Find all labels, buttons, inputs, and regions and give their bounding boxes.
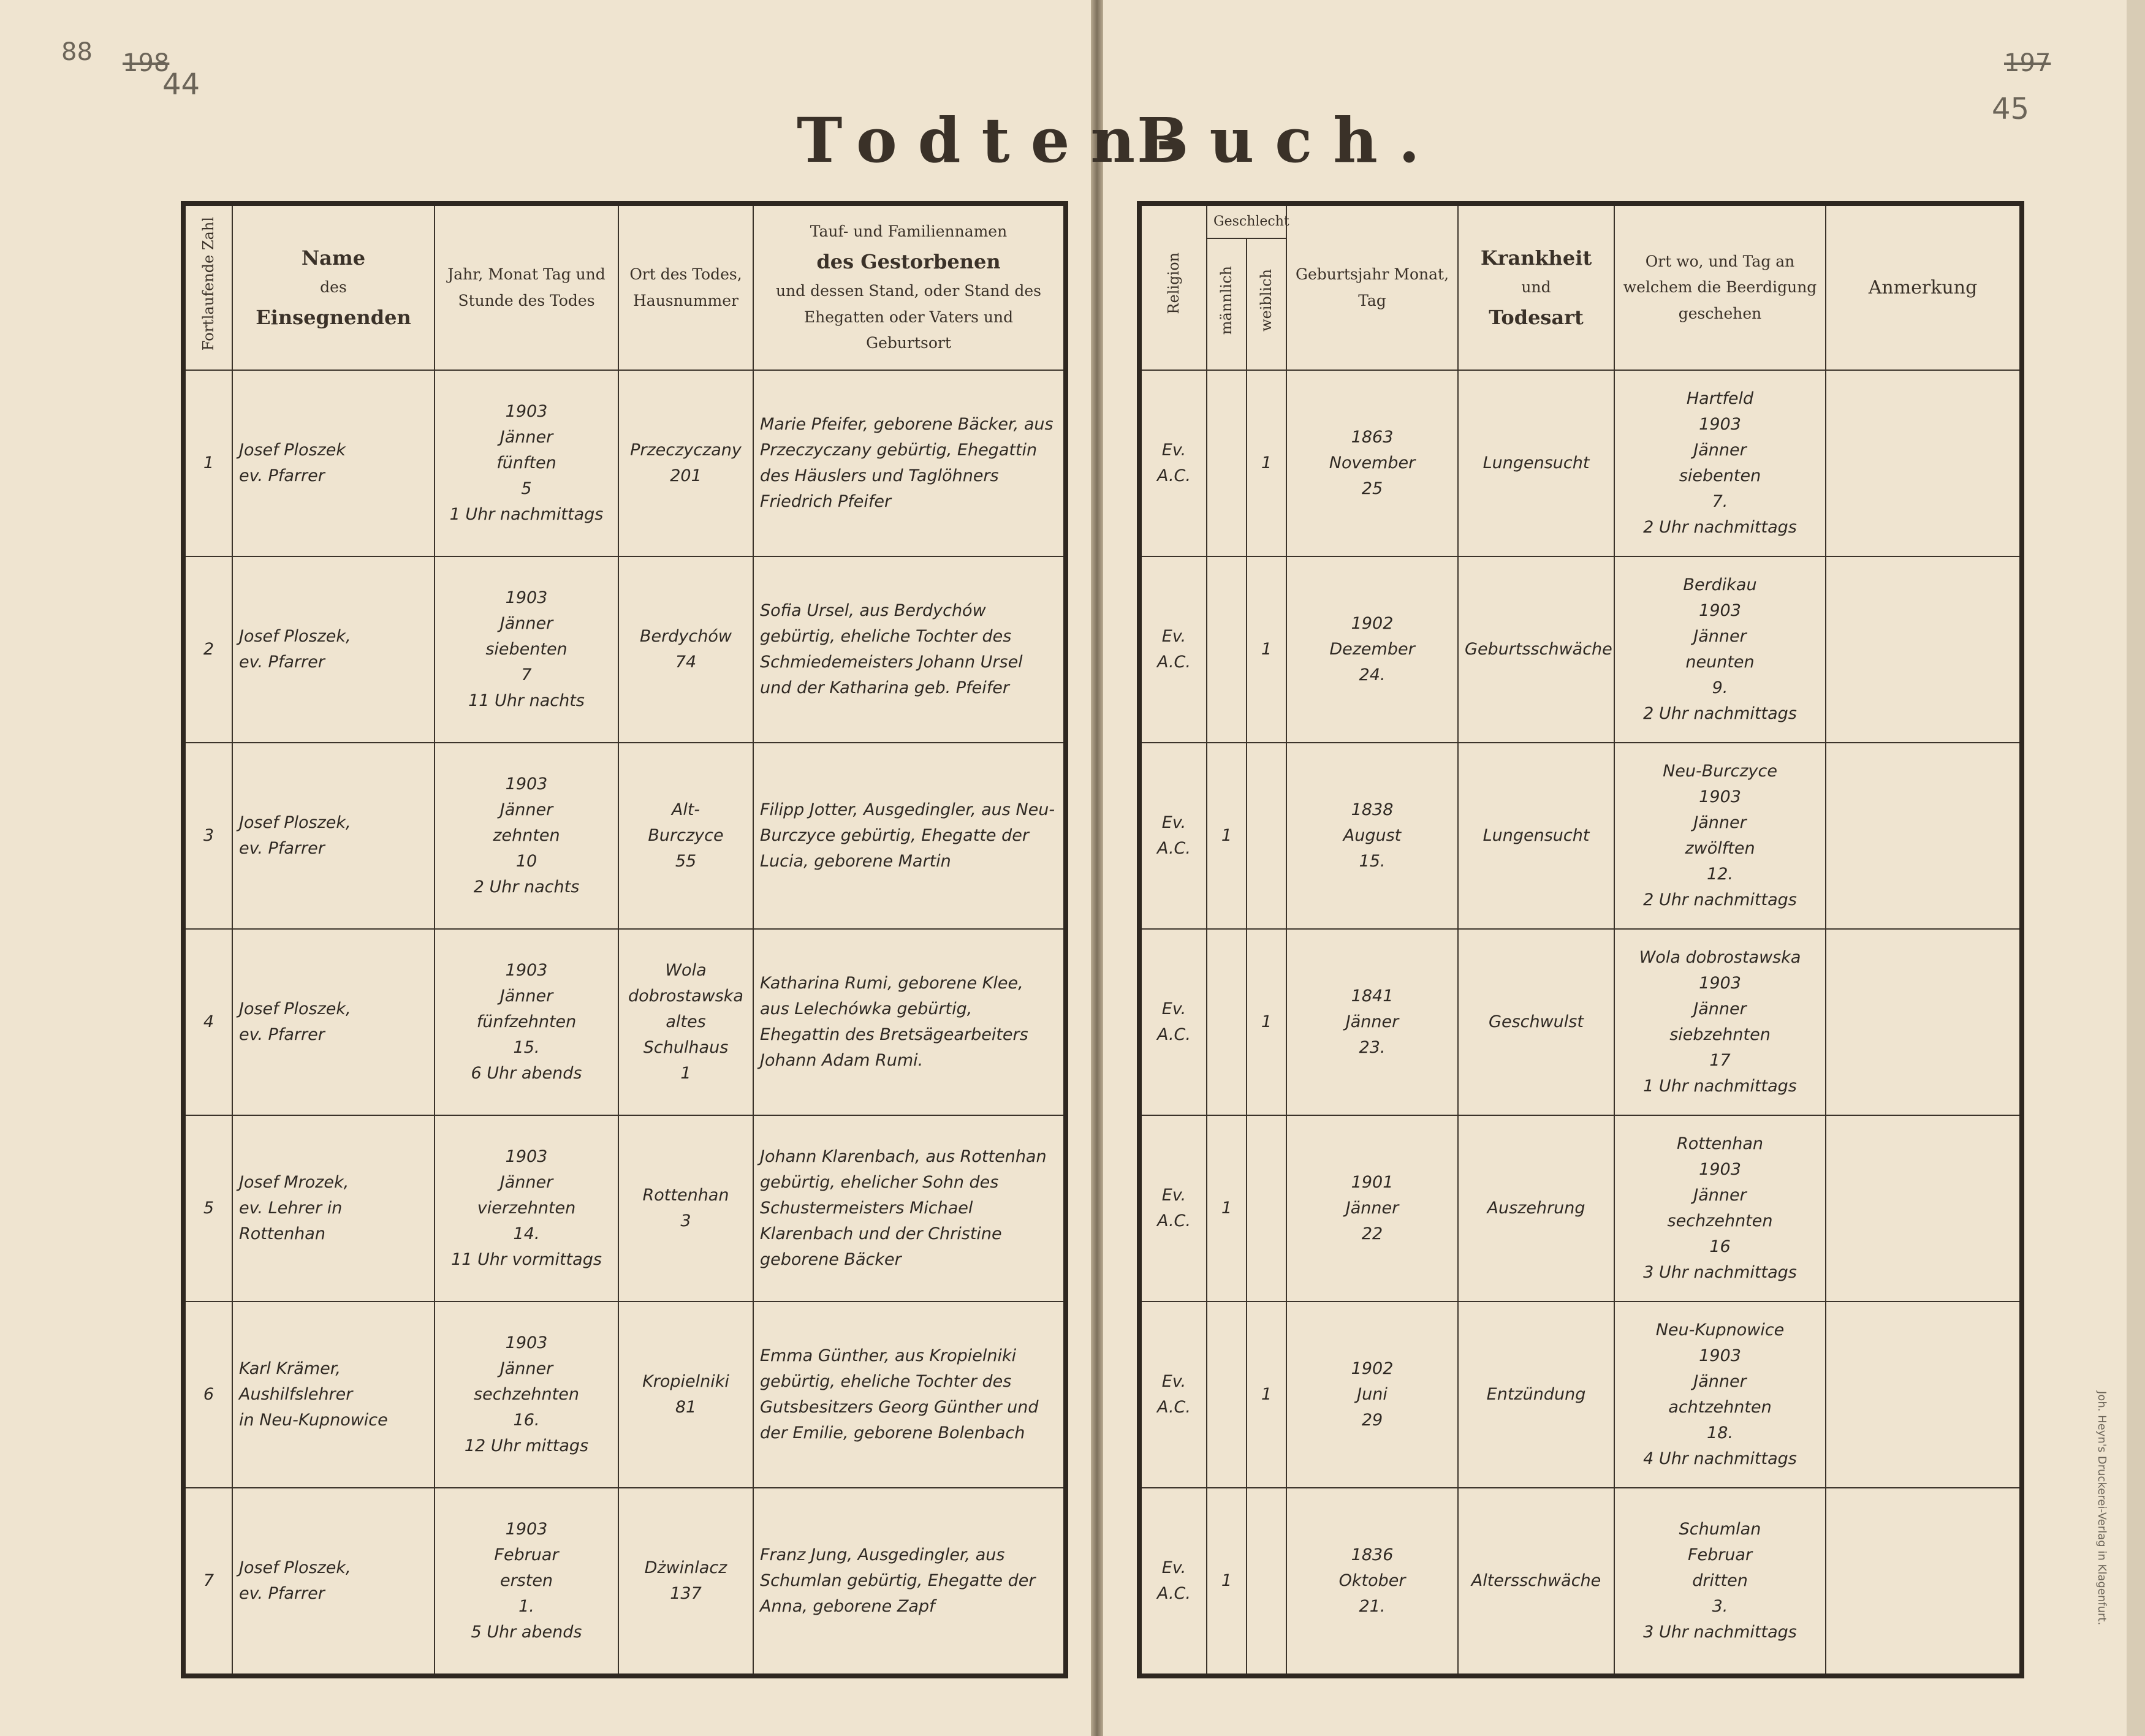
header-death-date: Jahr, Monat Tag und Stunde des Todes bbox=[435, 203, 618, 370]
birth-date: 1901 Jänner 22 bbox=[1286, 1115, 1458, 1302]
sex-female: 1 bbox=[1247, 556, 1286, 743]
table-row bbox=[1139, 1115, 2022, 1302]
header-religion: Religion bbox=[1139, 203, 1207, 370]
birth-date: 1863 November 25 bbox=[1286, 370, 1458, 556]
sex-female bbox=[1247, 1115, 1286, 1302]
birth-date: 1836 Oktober 21. bbox=[1286, 1488, 1458, 1676]
cause-of-death: Entzündung bbox=[1458, 1302, 1614, 1488]
religion: Ev. A.C. bbox=[1139, 1488, 1207, 1676]
officiant: Josef Ploszek, ev. Pfarrer bbox=[232, 743, 435, 929]
right-register-table bbox=[1137, 201, 2024, 1678]
deceased-description: Johann Klarenbach, aus Rottenhan gebürtig, ehelicher Sohn des Schustermeisters Michael Klarenbach und der Christine geborene Bäcker bbox=[753, 1115, 1066, 1302]
header-nr: Fortlaufende Zahl bbox=[183, 203, 232, 370]
header-deceased: Tauf- und Familiennamen des Gestorbenen und dessen Stand, oder Stand des Ehegatten oder Vaters und Geburtsort bbox=[753, 203, 1066, 370]
table-row bbox=[1139, 1302, 2022, 1488]
sex-female bbox=[1247, 1488, 1286, 1676]
entry-number: 4 bbox=[183, 929, 232, 1115]
sex-male: 1 bbox=[1207, 1115, 1247, 1302]
remark bbox=[1826, 1115, 2022, 1302]
table-row bbox=[1139, 743, 2022, 929]
header-burial: Ort wo, und Tag an welchem die Beerdigung geschehen bbox=[1614, 203, 1826, 370]
death-place: Wola dobrostawska altes Schulhaus 1 bbox=[618, 929, 753, 1115]
page-number-right: 45 bbox=[1992, 92, 2030, 126]
officiant: Josef Mrozek, ev. Lehrer in Rottenhan bbox=[232, 1115, 435, 1302]
entry-number: 7 bbox=[183, 1488, 232, 1676]
page-edge bbox=[2127, 0, 2145, 1736]
entry-number: 5 bbox=[183, 1115, 232, 1302]
header-sex: Geschlecht bbox=[1207, 203, 1286, 238]
sex-male bbox=[1207, 556, 1247, 743]
religion: Ev. A.C. bbox=[1139, 743, 1207, 929]
birth-date: 1841 Jänner 23. bbox=[1286, 929, 1458, 1115]
deceased-description: Franz Jung, Ausgedingler, aus Schumlan gebürtig, Ehegatte der Anna, geborene Zapf bbox=[753, 1488, 1066, 1676]
burial-place-date: Berdikau 1903 Jänner neunten 9. 2 Uhr nachmittags bbox=[1614, 556, 1826, 743]
death-date: 1903 Jänner siebenten 7 11 Uhr nachts bbox=[435, 556, 618, 743]
table-row bbox=[1139, 370, 2022, 556]
right-register-rows bbox=[1139, 370, 2022, 1676]
header-female: weiblich bbox=[1247, 238, 1286, 370]
death-date: 1903 Jänner sechzehnten 16. 12 Uhr mittags bbox=[435, 1302, 618, 1488]
deceased-description: Marie Pfeifer, geborene Bäcker, aus Przeczyczany gebürtig, Ehegattin des Häuslers und Taglöhners Friedrich Pfeifer bbox=[753, 370, 1066, 556]
death-date: 1903 Jänner fünften 5 1 Uhr nachmittags bbox=[435, 370, 618, 556]
header-remark: Anmerkung bbox=[1826, 203, 2022, 370]
table-row bbox=[1139, 556, 2022, 743]
officiant: Josef Ploszek, ev. Pfarrer bbox=[232, 1488, 435, 1676]
officiant: Josef Ploszek, ev. Pfarrer bbox=[232, 556, 435, 743]
cause-of-death: Lungensucht bbox=[1458, 743, 1614, 929]
religion: Ev. A.C. bbox=[1139, 1302, 1207, 1488]
burial-place-date: Schumlan Februar dritten 3. 3 Uhr nachmittags bbox=[1614, 1488, 1826, 1676]
page-number-left-struck: 198 bbox=[123, 49, 170, 77]
birth-date: 1838 August 15. bbox=[1286, 743, 1458, 929]
page-number-right-struck: 197 bbox=[2004, 49, 2051, 77]
left-register-table bbox=[181, 201, 1068, 1678]
entry-number: 2 bbox=[183, 556, 232, 743]
page-number-corner: 88 bbox=[61, 38, 93, 66]
death-place: Dżwinlacz 137 bbox=[618, 1488, 753, 1676]
left-register-rows bbox=[183, 370, 1066, 1676]
remark bbox=[1826, 556, 2022, 743]
sex-male bbox=[1207, 929, 1247, 1115]
sex-male bbox=[1207, 370, 1247, 556]
book-title-left: Todten- bbox=[797, 104, 1202, 176]
sex-female: 1 bbox=[1247, 929, 1286, 1115]
death-place: Przeczyczany 201 bbox=[618, 370, 753, 556]
printer-imprint: Joh. Heyn's Druckerei-Verlag in Klagenfurt. bbox=[2095, 1391, 2108, 1626]
officiant: Karl Krämer, Aushilfslehrer in Neu-Kupnowice bbox=[232, 1302, 435, 1488]
remark bbox=[1826, 743, 2022, 929]
death-date: 1903 Jänner zehnten 10 2 Uhr nachts bbox=[435, 743, 618, 929]
book-gutter bbox=[1091, 0, 1103, 1736]
cause-of-death: Auszehrung bbox=[1458, 1115, 1614, 1302]
remark bbox=[1826, 1488, 2022, 1676]
remark bbox=[1826, 370, 2022, 556]
burial-place-date: Rottenhan 1903 Jänner sechzehnten 16 3 Uhr nachmittags bbox=[1614, 1115, 1826, 1302]
death-place: Kropielniki 81 bbox=[618, 1302, 753, 1488]
page-number-left: 44 bbox=[162, 67, 200, 102]
death-place: Alt- Burczyce 55 bbox=[618, 743, 753, 929]
table-row bbox=[183, 370, 1066, 556]
cause-of-death: Lungensucht bbox=[1458, 370, 1614, 556]
book-title-right: Buch. bbox=[1137, 104, 1441, 176]
burial-place-date: Wola dobrostawska 1903 Jänner siebzehnten 17 1 Uhr nachmittags bbox=[1614, 929, 1826, 1115]
death-date: 1903 Jänner fünfzehnten 15. 6 Uhr abends bbox=[435, 929, 618, 1115]
death-place: Rottenhan 3 bbox=[618, 1115, 753, 1302]
header-illness: Krankheit und Todesart bbox=[1458, 203, 1614, 370]
header-officiant: Name des Einsegnenden bbox=[232, 203, 435, 370]
religion: Ev. A.C. bbox=[1139, 929, 1207, 1115]
death-date: 1903 Jänner vierzehnten 14. 11 Uhr vormittags bbox=[435, 1115, 618, 1302]
deceased-description: Emma Günther, aus Kropielniki gebürtig, eheliche Tochter des Gutsbesitzers Georg Günther und der Emilie, geborene Bolenbach bbox=[753, 1302, 1066, 1488]
death-place: Berdychów 74 bbox=[618, 556, 753, 743]
sex-male: 1 bbox=[1207, 743, 1247, 929]
entry-number: 1 bbox=[183, 370, 232, 556]
cause-of-death: Altersschwäche bbox=[1458, 1488, 1614, 1676]
religion: Ev. A.C. bbox=[1139, 370, 1207, 556]
entry-number: 6 bbox=[183, 1302, 232, 1488]
entry-number: 3 bbox=[183, 743, 232, 929]
burial-place-date: Neu-Kupnowice 1903 Jänner achtzehnten 18. 4 Uhr nachmittags bbox=[1614, 1302, 1826, 1488]
officiant: Josef Ploszek, ev. Pfarrer bbox=[232, 929, 435, 1115]
table-row bbox=[183, 1115, 1066, 1302]
burial-place-date: Neu-Burczyce 1903 Jänner zwölften 12. 2 Uhr nachmittags bbox=[1614, 743, 1826, 929]
table-row bbox=[1139, 929, 2022, 1115]
religion: Ev. A.C. bbox=[1139, 1115, 1207, 1302]
sex-female bbox=[1247, 743, 1286, 929]
table-row bbox=[183, 1488, 1066, 1676]
table-row bbox=[183, 743, 1066, 929]
table-row bbox=[1139, 1488, 2022, 1676]
birth-date: 1902 Juni 29 bbox=[1286, 1302, 1458, 1488]
officiant: Josef Ploszek ev. Pfarrer bbox=[232, 370, 435, 556]
table-row bbox=[183, 1302, 1066, 1488]
table-row bbox=[183, 556, 1066, 743]
header-male: männlich bbox=[1207, 238, 1247, 370]
table-row bbox=[183, 929, 1066, 1115]
sex-female: 1 bbox=[1247, 1302, 1286, 1488]
burial-place-date: Hartfeld 1903 Jänner siebenten 7. 2 Uhr nachmittags bbox=[1614, 370, 1826, 556]
cause-of-death: Geburtsschwäche bbox=[1458, 556, 1614, 743]
remark bbox=[1826, 929, 2022, 1115]
religion: Ev. A.C. bbox=[1139, 556, 1207, 743]
sex-male bbox=[1207, 1302, 1247, 1488]
death-date: 1903 Februar ersten 1. 5 Uhr abends bbox=[435, 1488, 618, 1676]
cause-of-death: Geschwulst bbox=[1458, 929, 1614, 1115]
header-birth: Geburtsjahr Monat, Tag bbox=[1286, 203, 1458, 370]
birth-date: 1902 Dezember 24. bbox=[1286, 556, 1458, 743]
deceased-description: Sofia Ursel, aus Berdychów gebürtig, eheliche Tochter des Schmiedemeisters Johann Ursel und der Katharina geb. Pfeifer bbox=[753, 556, 1066, 743]
header-death-place: Ort des Todes, Hausnummer bbox=[618, 203, 753, 370]
sex-female: 1 bbox=[1247, 370, 1286, 556]
remark bbox=[1826, 1302, 2022, 1488]
deceased-description: Filipp Jotter, Ausgedingler, aus Neu-Burczyce gebürtig, Ehegatte der Lucia, geborene Martin bbox=[753, 743, 1066, 929]
deceased-description: Katharina Rumi, geborene Klee, aus Lelechówka gebürtig, Ehegattin des Bretsägearbeiters Johann Adam Rumi. bbox=[753, 929, 1066, 1115]
sex-male: 1 bbox=[1207, 1488, 1247, 1676]
